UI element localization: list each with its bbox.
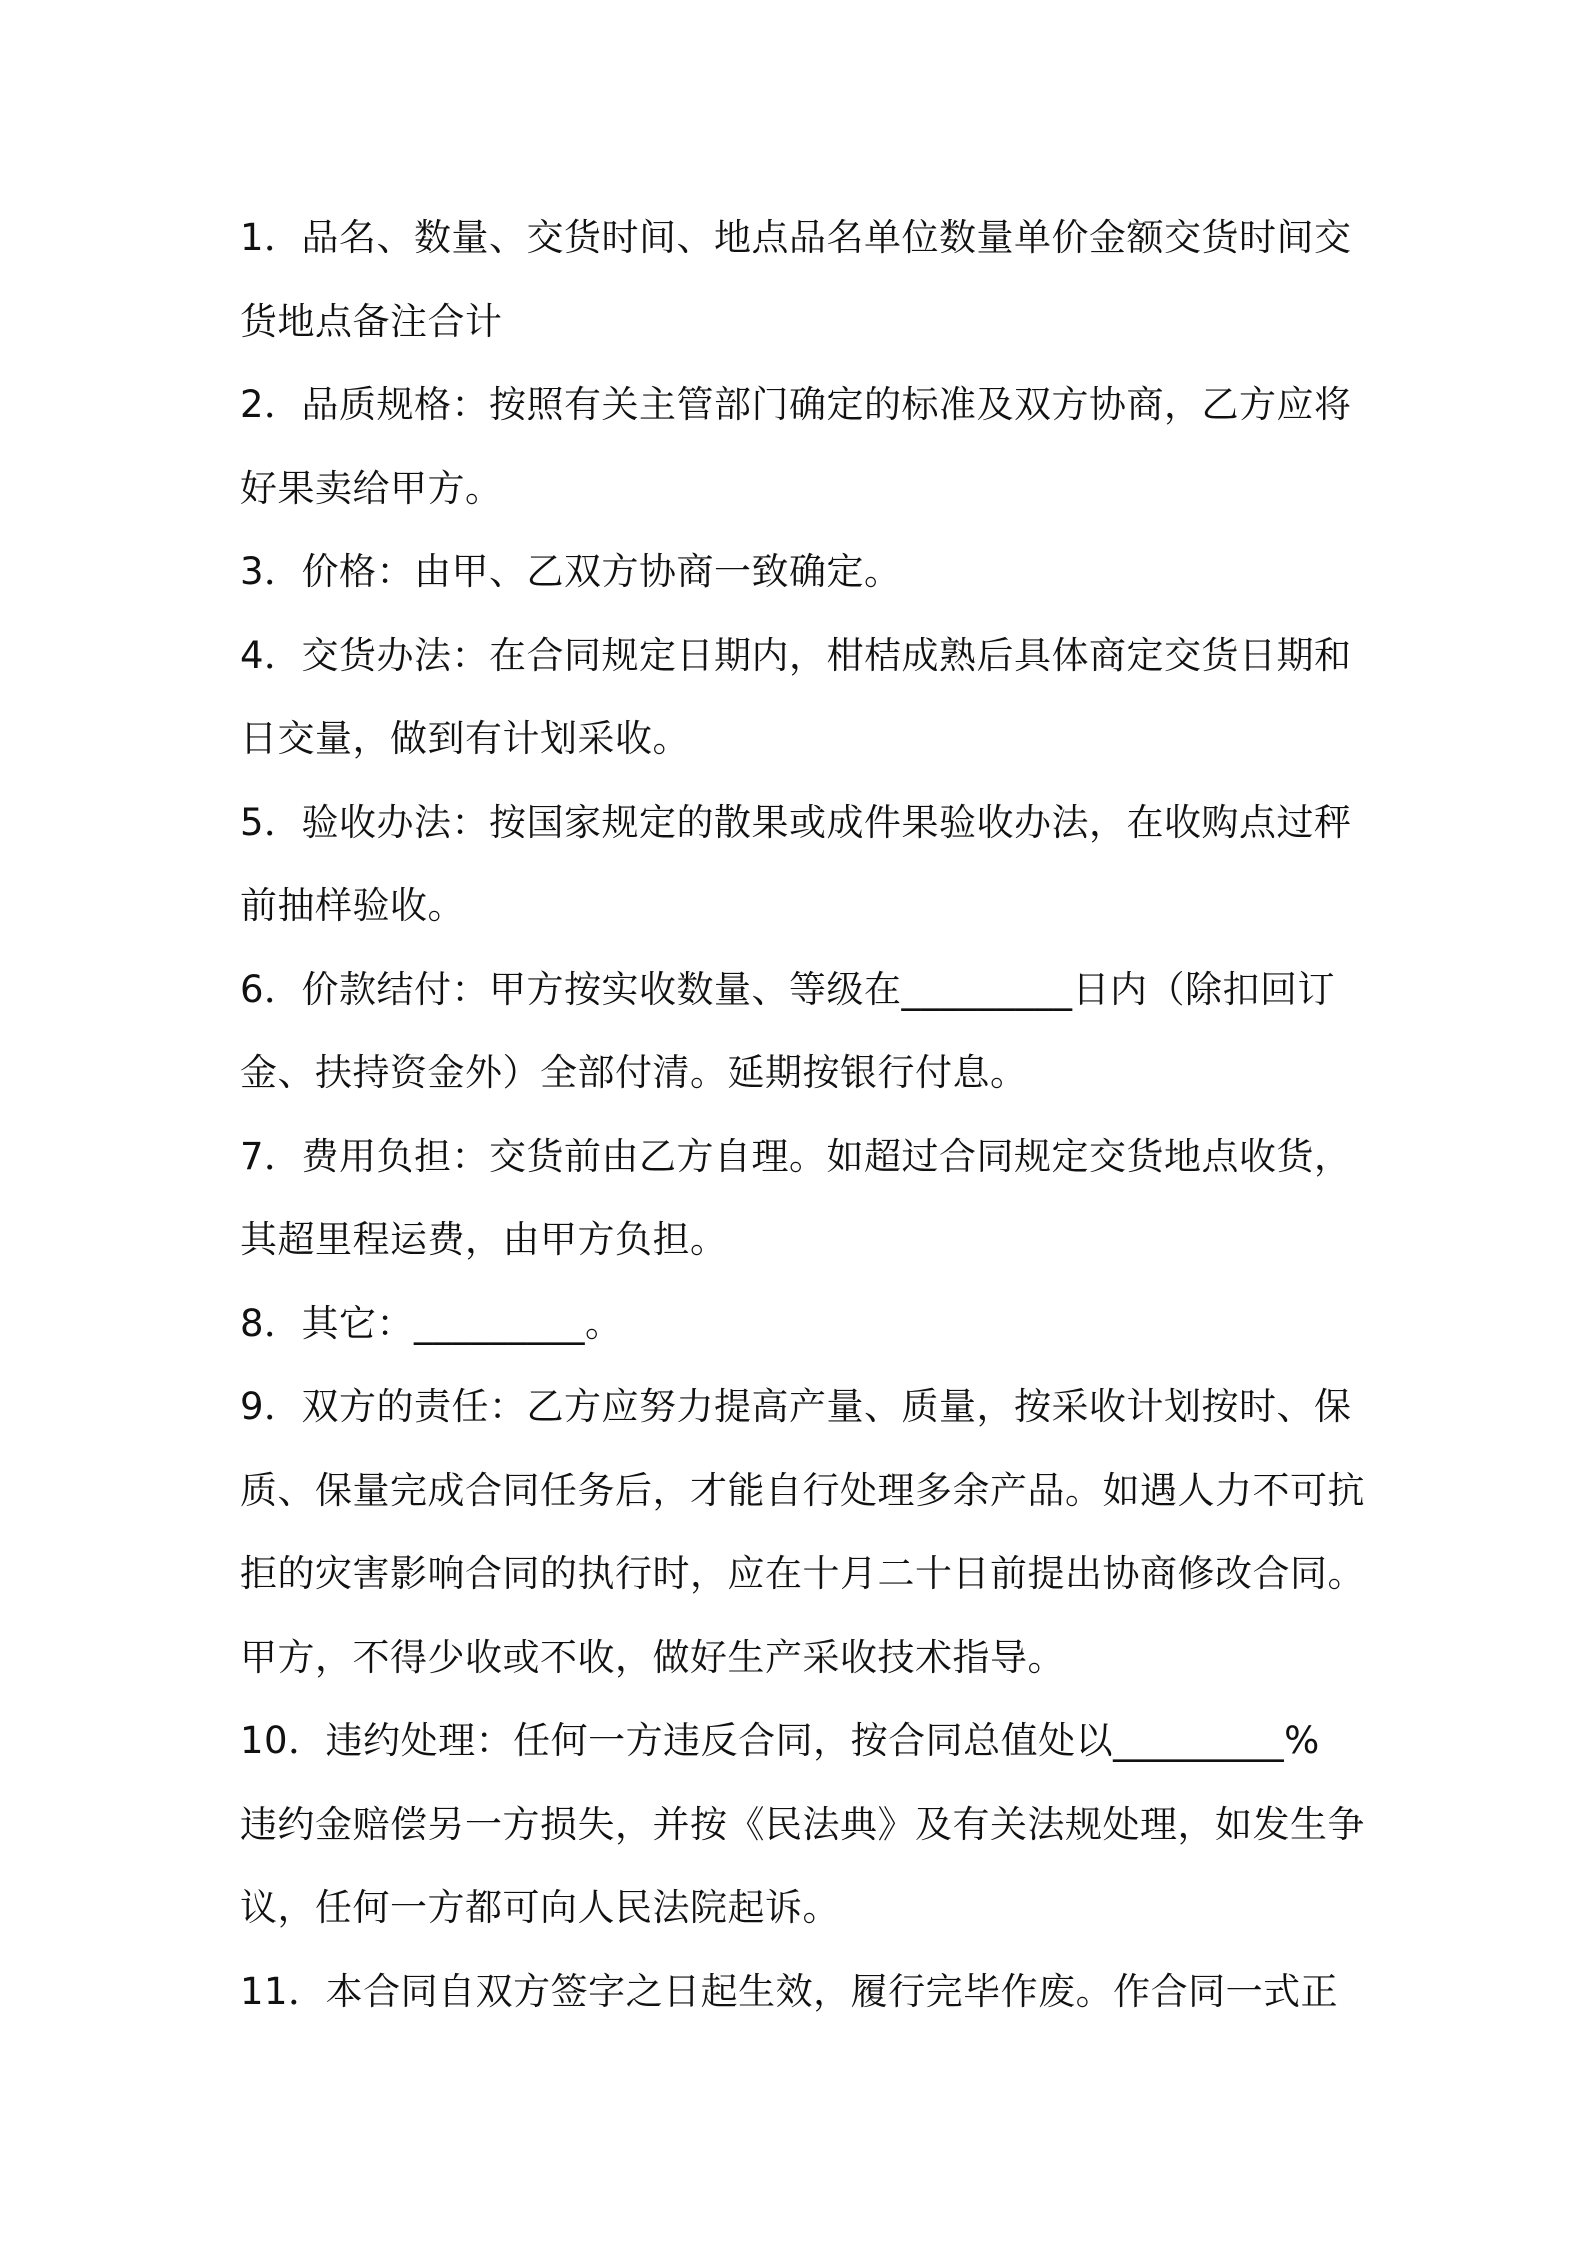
text-line: 日交量，做到有计划采收。 xyxy=(240,717,690,760)
text-line: 4．交货办法：在合同规定日期内，柑桔成熟后具体商定交货日期和 xyxy=(240,633,1352,677)
text-line: 好果卖给甲方。 xyxy=(240,466,503,510)
text-line: 违约金赔偿另一方损失，并按《民法典》及有关法规处理，如发生争 xyxy=(240,1802,1365,1846)
text-line: 议，任何一方都可向人民法院起诉。 xyxy=(240,1886,840,1929)
text-line: 3．价格：由甲、乙双方协商一致确定。 xyxy=(240,550,902,593)
text-line: 7．费用负担：交货前由乙方自理。如超过合同规定交货地点收货， xyxy=(240,1134,1352,1178)
text-line: 8．其它：_________。 xyxy=(240,1301,623,1345)
text-line: 质、保量完成合同任务后，才能自行处理多余产品。如遇人力不可抗 xyxy=(240,1468,1365,1512)
text-line: 5．验收办法：按国家规定的散果或成件果验收办法，在收购点过秤 xyxy=(240,800,1352,844)
text-line: 6．价款结付：甲方按实收数量、等级在_________日内（除扣回订 xyxy=(240,967,1336,1011)
text-line: 1．品名、数量、交货时间、地点品名单位数量单价金额交货时间交 xyxy=(240,216,1352,259)
text-line: 拒的灾害影响合同的执行时，应在十月二十日前提出协商修改合同。 xyxy=(240,1552,1365,1595)
text-line: 2．品质规格：按照有关主管部门确定的标准及双方协商，乙方应将 xyxy=(240,383,1352,426)
text-line: 11．本合同自双方签字之日起生效，履行完毕作废。作合同一式正 xyxy=(240,1969,1339,2013)
text-line: 甲方，不得少收或不收，做好生产采收技术指导。 xyxy=(240,1635,1065,1679)
text-line: 9．双方的责任：乙方应努力提高产量、质量，按采收计划按时、保 xyxy=(240,1385,1352,1428)
text-line: 其超里程运费，由甲方负担。 xyxy=(240,1218,728,1261)
text-line: 货地点备注合计 xyxy=(240,299,503,343)
text-line: 金、扶持资金外）全部付清。延期按银行付息。 xyxy=(240,1051,1028,1094)
text-line: 前抽样验收。 xyxy=(240,884,465,927)
contract-body xyxy=(240,196,1365,2033)
text-line: 10．违约处理：任何一方违反合同，按合同总值处以_________% xyxy=(240,1719,1320,1762)
